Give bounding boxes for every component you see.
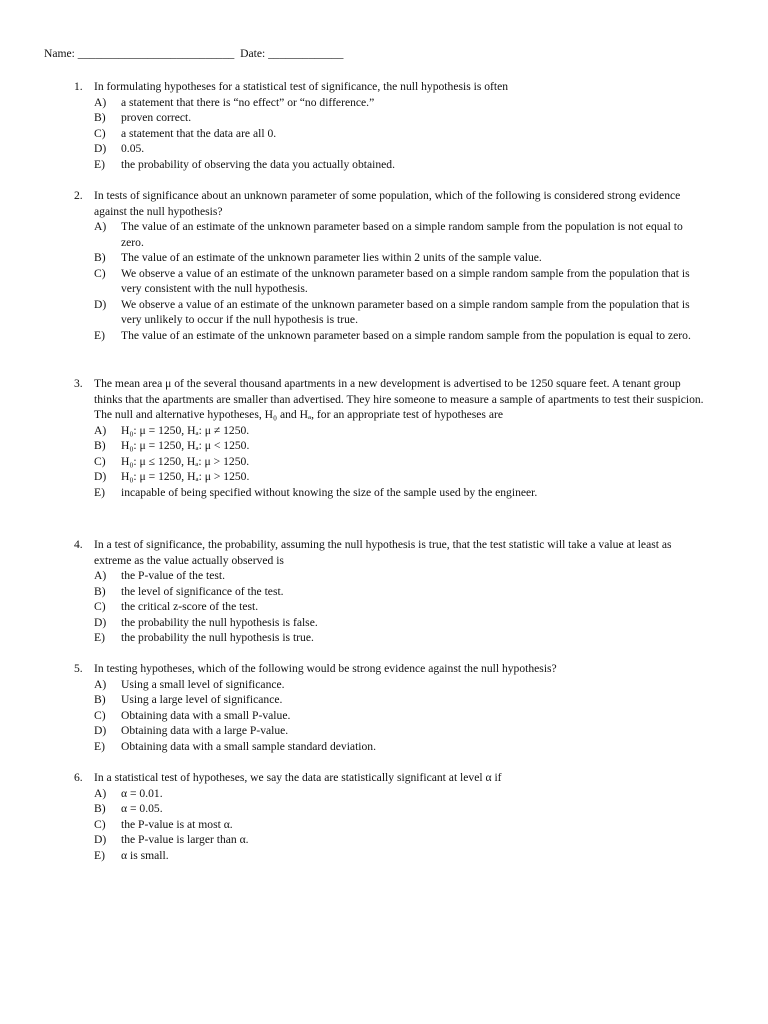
option-text: a statement that there is “no effect” or “no difference.” xyxy=(121,95,375,109)
option-a xyxy=(94,95,704,111)
question-3 xyxy=(74,376,704,500)
option-c xyxy=(94,708,704,724)
option-text: the P-value is at most α. xyxy=(121,817,233,831)
option-text: H₀: μ = 1250, Hₐ: μ < 1250. xyxy=(121,439,250,452)
option-text: the P-value is larger than α. xyxy=(121,833,249,846)
option-text: α is small. xyxy=(121,848,169,862)
option-text: Using a small level of significance. xyxy=(121,677,285,691)
option-letter: D) xyxy=(94,142,107,155)
question-2 xyxy=(74,188,704,343)
option-list xyxy=(94,423,704,501)
option-b xyxy=(94,584,704,600)
option-d xyxy=(94,832,704,848)
question-text: In tests of significance about an unknown parameter of some population, which of the following is considered strong evidence against the null hypothesis? xyxy=(94,189,681,218)
question-number: 5. xyxy=(74,662,83,675)
option-letter: D) xyxy=(94,724,107,737)
option-e xyxy=(94,157,704,173)
option-text: H₀: μ ≤ 1250, Hₐ: μ > 1250. xyxy=(121,454,250,468)
option-letter: D) xyxy=(94,615,107,629)
option-c xyxy=(94,126,704,142)
option-text: the probability the null hypothesis is true. xyxy=(121,631,314,644)
option-letter: A) xyxy=(94,95,107,109)
option-text: incapable of being specified without knowing the size of the sample used by the engineer. xyxy=(121,485,538,499)
question-text: In formulating hypotheses for a statistical test of significance, the null hypothesis is often xyxy=(94,80,509,93)
option-letter: E) xyxy=(94,328,105,342)
question-number: 2. xyxy=(74,189,83,202)
question-text: The mean area μ of the several thousand apartments in a new development is advertised to be 1250 square feet. A tenant group thinks that the apartments are smaller than advertised. They hire someone to measure a sample of apartments to test their suspicion. The null and alternative hypotheses, H₀ and Hₐ, for an appropriate test of hypotheses are xyxy=(94,377,704,421)
option-b xyxy=(94,438,704,454)
option-text: the P-value of the test. xyxy=(121,569,225,582)
option-letter: B) xyxy=(94,439,106,452)
option-text: a statement that the data are all 0. xyxy=(121,126,277,140)
question-1 xyxy=(74,79,704,172)
question-number: 6. xyxy=(74,771,83,784)
option-a xyxy=(94,568,704,584)
option-text: We observe a value of an estimate of the unknown parameter based on a simple random sample from the population that is very unlikely to occur if the null hypothesis is true. xyxy=(121,297,690,326)
option-text: The value of an estimate of the unknown parameter based on a simple random sample from the population is not equal to zero. xyxy=(121,220,683,249)
option-letter: E) xyxy=(94,485,105,499)
option-text: proven correct. xyxy=(121,111,192,124)
option-list xyxy=(94,677,704,755)
option-text: Using a large level of significance. xyxy=(121,693,283,706)
question-text: In a test of significance, the probability, assuming the null hypothesis is true, that the test statistic will take a value at least as extreme as the value actually observed is xyxy=(94,538,672,567)
option-letter: C) xyxy=(94,266,106,280)
question-text: In testing hypotheses, which of the following would be strong evidence against the null hypothesis? xyxy=(94,662,557,675)
option-letter: C) xyxy=(94,817,106,831)
option-d xyxy=(94,615,704,631)
option-text: the probability the null hypothesis is false. xyxy=(121,615,318,629)
option-b xyxy=(94,250,704,266)
option-letter: C) xyxy=(94,126,106,140)
option-c xyxy=(94,599,704,615)
question-6 xyxy=(74,770,704,863)
option-letter: C) xyxy=(94,708,106,722)
option-list xyxy=(94,219,704,343)
option-e xyxy=(94,739,704,755)
option-a xyxy=(94,677,704,693)
option-letter: E) xyxy=(94,157,105,171)
option-text: Obtaining data with a small P-value. xyxy=(121,708,291,722)
option-text: H₀: μ = 1250, Hₐ: μ > 1250. xyxy=(121,470,250,483)
option-letter: A) xyxy=(94,677,107,691)
option-d xyxy=(94,723,704,739)
option-e xyxy=(94,848,704,864)
option-text: α = 0.05. xyxy=(121,802,163,815)
option-letter: A) xyxy=(94,220,107,233)
option-text: Obtaining data with a small sample standard deviation. xyxy=(121,739,377,753)
option-letter: A) xyxy=(94,569,107,582)
question-number: 3. xyxy=(74,377,83,390)
option-text: the level of significance of the test. xyxy=(121,584,284,598)
option-letter: C) xyxy=(94,600,106,613)
option-letter: D) xyxy=(94,470,107,483)
option-b xyxy=(94,110,704,126)
option-c xyxy=(94,454,704,470)
question-text: In a statistical test of hypotheses, we say the data are statistically significant at level α if xyxy=(94,771,502,784)
option-list xyxy=(94,95,704,173)
option-text: The value of an estimate of the unknown parameter based on a simple random sample from the population is equal to zero. xyxy=(121,328,691,342)
option-a xyxy=(94,423,704,439)
option-e xyxy=(94,328,704,344)
name-date-line: Name: ___________________________ Date: _____________ xyxy=(44,47,344,60)
option-letter: D) xyxy=(94,833,107,846)
option-letter: A) xyxy=(94,423,107,437)
option-letter: E) xyxy=(94,631,105,644)
option-b xyxy=(94,692,704,708)
option-text: Obtaining data with a large P-value. xyxy=(121,724,289,737)
option-text: the probability of observing the data you actually obtained. xyxy=(121,157,395,171)
option-letter: E) xyxy=(94,848,105,862)
option-letter: B) xyxy=(94,584,106,598)
option-letter: A) xyxy=(94,786,107,800)
option-a xyxy=(94,219,704,250)
option-d xyxy=(94,141,704,157)
question-number: 4. xyxy=(74,538,83,551)
option-letter: B) xyxy=(94,251,106,264)
option-letter: B) xyxy=(94,693,106,706)
option-text: We observe a value of an estimate of the unknown parameter based on a simple random sample from the population that is very consistent with the null hypothesis. xyxy=(121,266,690,295)
option-letter: B) xyxy=(94,802,106,815)
option-letter: C) xyxy=(94,454,106,468)
option-letter: B) xyxy=(94,111,106,124)
option-e xyxy=(94,630,704,646)
option-text: the critical z-score of the test. xyxy=(121,600,259,613)
option-list xyxy=(94,568,704,646)
question-5 xyxy=(74,661,704,754)
option-a xyxy=(94,786,704,802)
question-4 xyxy=(74,537,704,646)
option-e xyxy=(94,485,704,501)
option-text: α = 0.01. xyxy=(121,786,163,800)
option-c xyxy=(94,266,704,297)
option-b xyxy=(94,801,704,817)
option-c xyxy=(94,817,704,833)
option-letter: D) xyxy=(94,297,107,311)
question-number: 1. xyxy=(74,80,83,93)
option-letter: E) xyxy=(94,739,105,753)
option-text: 0.05. xyxy=(121,142,145,155)
option-list xyxy=(94,786,704,864)
option-text: H₀: μ = 1250, Hₐ: μ ≠ 1250. xyxy=(121,423,250,437)
option-d xyxy=(94,469,704,485)
option-text: The value of an estimate of the unknown parameter lies within 2 units of the sample value. xyxy=(121,251,542,264)
option-d xyxy=(94,297,704,328)
